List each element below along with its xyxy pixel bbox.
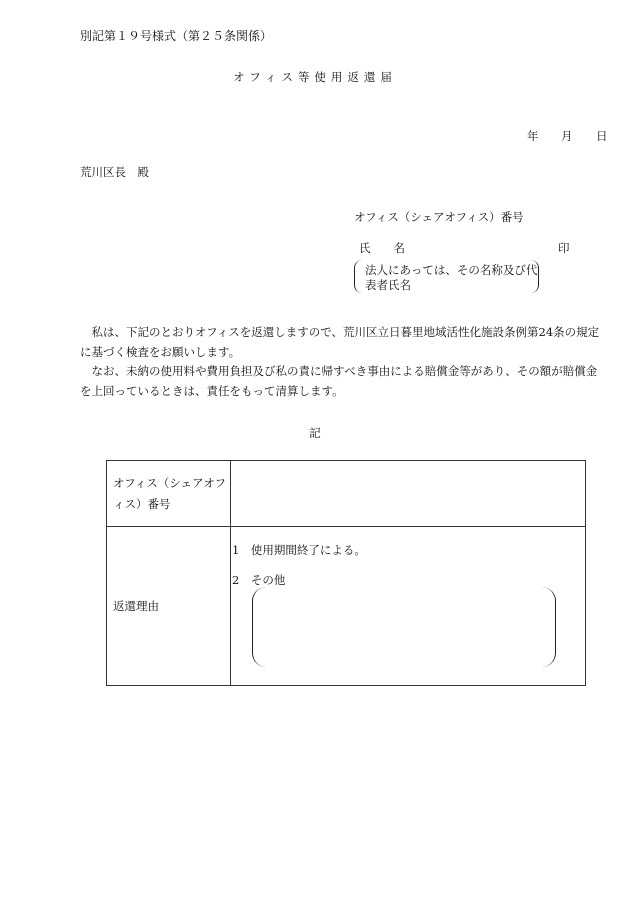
document-title: オフィス等使用返還届 xyxy=(233,70,397,84)
date-year: 年 xyxy=(527,129,539,143)
reason-option-other[interactable]: 2 その他 xyxy=(232,573,286,587)
return-reason-label: 返還理由 xyxy=(113,598,159,613)
applicant-name-label: 氏 名 xyxy=(359,241,405,255)
settlement-paragraph: なお、未納の使用料や費用負担及び私の責に帰すべき事由による賠償金等があり、その額が賠償金を上回っているときは、責任をもって清算します。 xyxy=(80,364,598,398)
request-paragraph: 私は、下記のとおりオフィスを返還しますので、荒川区立日暮里地域活性化施設条例第24条の規定に基づく検査をお願いします。 xyxy=(80,325,600,359)
other-reason-bracket-field[interactable] xyxy=(252,587,556,667)
date-month: 月 xyxy=(561,129,573,143)
date-day: 日 xyxy=(596,129,608,143)
office-number-field[interactable] xyxy=(231,461,586,527)
applicant-office-number-label: オフィス（シェアオフィス）番号 xyxy=(354,210,524,224)
office-number-label-cell xyxy=(107,461,231,527)
ki-heading: 記 xyxy=(309,426,321,440)
seal-mark: 印 xyxy=(558,241,570,255)
office-number-row xyxy=(107,461,586,527)
return-reason-label-cell xyxy=(107,527,231,686)
reason-option-term-end[interactable]: 1 使用期間終了による。 xyxy=(232,543,366,557)
addressee: 荒川区長 殿 xyxy=(80,165,149,179)
office-number-label: オフィス（シェアオフィス）番号 xyxy=(113,475,227,511)
corporate-note: 法人にあっては、その名称及び代表者氏名 xyxy=(365,263,538,292)
form-id: 別記第１９号様式（第２５条関係） xyxy=(80,29,273,43)
